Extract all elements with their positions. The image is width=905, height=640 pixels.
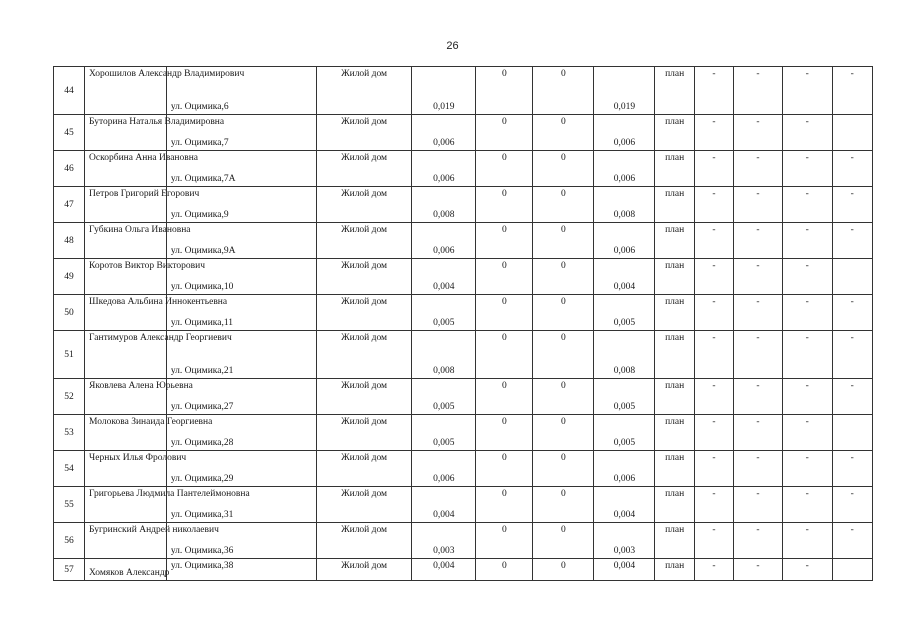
value-zero-1: 0 [476, 559, 533, 581]
object-type: Жилой дом [316, 259, 411, 295]
owner-name: Григорьева Людмила Пантелеймоновна [85, 487, 167, 523]
total-value: 0,005 [594, 379, 655, 415]
dash-cell-3: - [782, 115, 832, 151]
table-row [54, 379, 873, 415]
status-cell: план [655, 379, 694, 415]
dash-cell-4: - [832, 295, 872, 331]
value-zero-2: 0 [533, 451, 594, 487]
address: ул. Оцимика,6 [166, 67, 316, 115]
dash-cell-2: - [734, 331, 783, 379]
object-type: Жилой дом [316, 67, 411, 115]
dash-cell-4 [832, 259, 872, 295]
total-value: 0,008 [594, 187, 655, 223]
value-zero-1: 0 [476, 451, 533, 487]
load-value: 0,019 [412, 67, 476, 115]
dash-cell-3: - [782, 295, 832, 331]
dash-cell-3: - [782, 559, 832, 581]
row-number: 54 [54, 451, 85, 487]
dash-cell-2: - [734, 487, 783, 523]
page-number: 26 [446, 40, 459, 52]
dash-cell-4 [832, 559, 872, 581]
dash-cell-1: - [694, 223, 733, 259]
load-value: 0,006 [412, 223, 476, 259]
value-zero-1: 0 [476, 523, 533, 559]
dash-cell-3: - [782, 487, 832, 523]
load-value: 0,005 [412, 415, 476, 451]
total-value: 0,019 [594, 67, 655, 115]
value-zero-1: 0 [476, 331, 533, 379]
table-row [54, 187, 873, 223]
total-value: 0,006 [594, 115, 655, 151]
dash-cell-3: - [782, 451, 832, 487]
status-cell: план [655, 67, 694, 115]
status-cell: план [655, 331, 694, 379]
value-zero-1: 0 [476, 151, 533, 187]
dash-cell-4: - [832, 67, 872, 115]
address: ул. Оцимика,31 [166, 487, 316, 523]
value-zero-1: 0 [476, 295, 533, 331]
table-row [54, 67, 873, 115]
total-value: 0,005 [594, 415, 655, 451]
load-value: 0,008 [412, 187, 476, 223]
load-value: 0,006 [412, 151, 476, 187]
table-row [54, 559, 873, 581]
dash-cell-3: - [782, 331, 832, 379]
owner-name: Буторина Наталья Владимировна [85, 115, 167, 151]
total-value: 0,004 [594, 487, 655, 523]
value-zero-2: 0 [533, 523, 594, 559]
row-number: 56 [54, 523, 85, 559]
value-zero-1: 0 [476, 223, 533, 259]
value-zero-2: 0 [533, 67, 594, 115]
owner-name: Петров Григорий Егорович [85, 187, 167, 223]
dash-cell-3: - [782, 259, 832, 295]
value-zero-2: 0 [533, 331, 594, 379]
owner-name: Оскорбина Анна Ивановна [85, 151, 167, 187]
owner-name: Хорошилов Александр Владимирович [85, 67, 167, 115]
object-type: Жилой дом [316, 295, 411, 331]
status-cell: план [655, 415, 694, 451]
dash-cell-4: - [832, 523, 872, 559]
table-row [54, 259, 873, 295]
dash-cell-2: - [734, 451, 783, 487]
dash-cell-4: - [832, 379, 872, 415]
owner-name: Губкина Ольга Ивановна [85, 223, 167, 259]
row-number: 44 [54, 67, 85, 115]
load-value: 0,004 [412, 259, 476, 295]
total-value: 0,004 [594, 559, 655, 581]
value-zero-2: 0 [533, 379, 594, 415]
owner-name: Черных Илья Фролович [85, 451, 167, 487]
value-zero-1: 0 [476, 379, 533, 415]
load-value: 0,005 [412, 295, 476, 331]
dash-cell-3: - [782, 151, 832, 187]
dash-cell-1: - [694, 559, 733, 581]
address: ул. Оцимика,36 [166, 523, 316, 559]
address: ул. Оцимика,10 [166, 259, 316, 295]
dash-cell-4: - [832, 151, 872, 187]
total-value: 0,003 [594, 523, 655, 559]
object-type: Жилой дом [316, 151, 411, 187]
dash-cell-3: - [782, 523, 832, 559]
dash-cell-4 [832, 415, 872, 451]
status-cell: план [655, 487, 694, 523]
dash-cell-2: - [734, 115, 783, 151]
address: ул. Оцимика,38 [166, 559, 316, 581]
object-type: Жилой дом [316, 223, 411, 259]
status-cell: план [655, 523, 694, 559]
row-number: 46 [54, 151, 85, 187]
row-number: 51 [54, 331, 85, 379]
object-type: Жилой дом [316, 331, 411, 379]
owner-name: Хомяков Александр [85, 559, 167, 581]
object-type: Жилой дом [316, 115, 411, 151]
object-type: Жилой дом [316, 523, 411, 559]
dash-cell-1: - [694, 415, 733, 451]
dash-cell-2: - [734, 151, 783, 187]
value-zero-2: 0 [533, 151, 594, 187]
object-type: Жилой дом [316, 379, 411, 415]
dash-cell-4 [832, 115, 872, 151]
address: ул. Оцимика,29 [166, 451, 316, 487]
status-cell: план [655, 259, 694, 295]
table-row [54, 523, 873, 559]
load-value: 0,004 [412, 487, 476, 523]
load-value: 0,006 [412, 115, 476, 151]
row-number: 49 [54, 259, 85, 295]
dash-cell-4: - [832, 331, 872, 379]
value-zero-1: 0 [476, 259, 533, 295]
value-zero-2: 0 [533, 259, 594, 295]
value-zero-2: 0 [533, 559, 594, 581]
dash-cell-3: - [782, 67, 832, 115]
total-value: 0,004 [594, 259, 655, 295]
owner-name: Яковлева Алена Юрьевна [85, 379, 167, 415]
total-value: 0,006 [594, 451, 655, 487]
object-type: Жилой дом [316, 415, 411, 451]
address: ул. Оцимика,27 [166, 379, 316, 415]
status-cell: план [655, 223, 694, 259]
value-zero-1: 0 [476, 415, 533, 451]
row-number: 52 [54, 379, 85, 415]
object-type: Жилой дом [316, 487, 411, 523]
address: ул. Оцимика,9 [166, 187, 316, 223]
dash-cell-1: - [694, 451, 733, 487]
object-type: Жилой дом [316, 187, 411, 223]
address: ул. Оцимика,21 [166, 331, 316, 379]
row-number: 55 [54, 487, 85, 523]
dash-cell-4: - [832, 187, 872, 223]
address: ул. Оцимика,9А [166, 223, 316, 259]
table-row [54, 223, 873, 259]
status-cell: план [655, 451, 694, 487]
table-row [54, 331, 873, 379]
value-zero-1: 0 [476, 487, 533, 523]
value-zero-2: 0 [533, 415, 594, 451]
load-value: 0,003 [412, 523, 476, 559]
value-zero-1: 0 [476, 187, 533, 223]
dash-cell-1: - [694, 259, 733, 295]
owner-name: Молокова Зинаида Георгиевна [85, 415, 167, 451]
status-cell: план [655, 187, 694, 223]
owner-name: Бугринский Андрей николаевич [85, 523, 167, 559]
dash-cell-1: - [694, 151, 733, 187]
dash-cell-2: - [734, 67, 783, 115]
dash-cell-1: - [694, 115, 733, 151]
owner-name: Шкедова Альбина Иннокентьевна [85, 295, 167, 331]
load-value: 0,005 [412, 379, 476, 415]
load-value: 0,006 [412, 451, 476, 487]
row-number: 47 [54, 187, 85, 223]
owner-name: Гантимуров Александр Георгиевич [85, 331, 167, 379]
dash-cell-1: - [694, 331, 733, 379]
dash-cell-2: - [734, 223, 783, 259]
dash-cell-3: - [782, 223, 832, 259]
load-value: 0,008 [412, 331, 476, 379]
table-row [54, 295, 873, 331]
row-number: 48 [54, 223, 85, 259]
status-cell: план [655, 115, 694, 151]
dash-cell-1: - [694, 295, 733, 331]
status-cell: план [655, 151, 694, 187]
dash-cell-2: - [734, 559, 783, 581]
dash-cell-2: - [734, 523, 783, 559]
table-row [54, 415, 873, 451]
total-value: 0,006 [594, 151, 655, 187]
dash-cell-1: - [694, 187, 733, 223]
total-value: 0,008 [594, 331, 655, 379]
dash-cell-4: - [832, 487, 872, 523]
table-row [54, 487, 873, 523]
dash-cell-3: - [782, 379, 832, 415]
value-zero-2: 0 [533, 115, 594, 151]
row-number: 57 [54, 559, 85, 581]
value-zero-1: 0 [476, 115, 533, 151]
value-zero-2: 0 [533, 187, 594, 223]
dash-cell-2: - [734, 295, 783, 331]
dash-cell-2: - [734, 187, 783, 223]
total-value: 0,006 [594, 223, 655, 259]
table-row [54, 451, 873, 487]
dash-cell-4: - [832, 223, 872, 259]
dash-cell-2: - [734, 415, 783, 451]
dash-cell-4: - [832, 451, 872, 487]
table-row [54, 115, 873, 151]
load-value: 0,004 [412, 559, 476, 581]
address: ул. Оцимика,7А [166, 151, 316, 187]
table-body [54, 67, 873, 581]
registry-table [53, 66, 873, 581]
dash-cell-3: - [782, 415, 832, 451]
dash-cell-1: - [694, 523, 733, 559]
table-row [54, 151, 873, 187]
value-zero-2: 0 [533, 487, 594, 523]
dash-cell-3: - [782, 187, 832, 223]
dash-cell-1: - [694, 487, 733, 523]
dash-cell-2: - [734, 379, 783, 415]
row-number: 50 [54, 295, 85, 331]
dash-cell-2: - [734, 259, 783, 295]
dash-cell-1: - [694, 379, 733, 415]
total-value: 0,005 [594, 295, 655, 331]
value-zero-1: 0 [476, 67, 533, 115]
owner-name: Коротов Виктор Викторович [85, 259, 167, 295]
value-zero-2: 0 [533, 223, 594, 259]
address: ул. Оцимика,7 [166, 115, 316, 151]
address: ул. Оцимика,11 [166, 295, 316, 331]
address: ул. Оцимика,28 [166, 415, 316, 451]
status-cell: план [655, 295, 694, 331]
dash-cell-1: - [694, 67, 733, 115]
status-cell: план [655, 559, 694, 581]
row-number: 53 [54, 415, 85, 451]
row-number: 45 [54, 115, 85, 151]
value-zero-2: 0 [533, 295, 594, 331]
object-type: Жилой дом [316, 451, 411, 487]
object-type: Жилой дом [316, 559, 411, 581]
